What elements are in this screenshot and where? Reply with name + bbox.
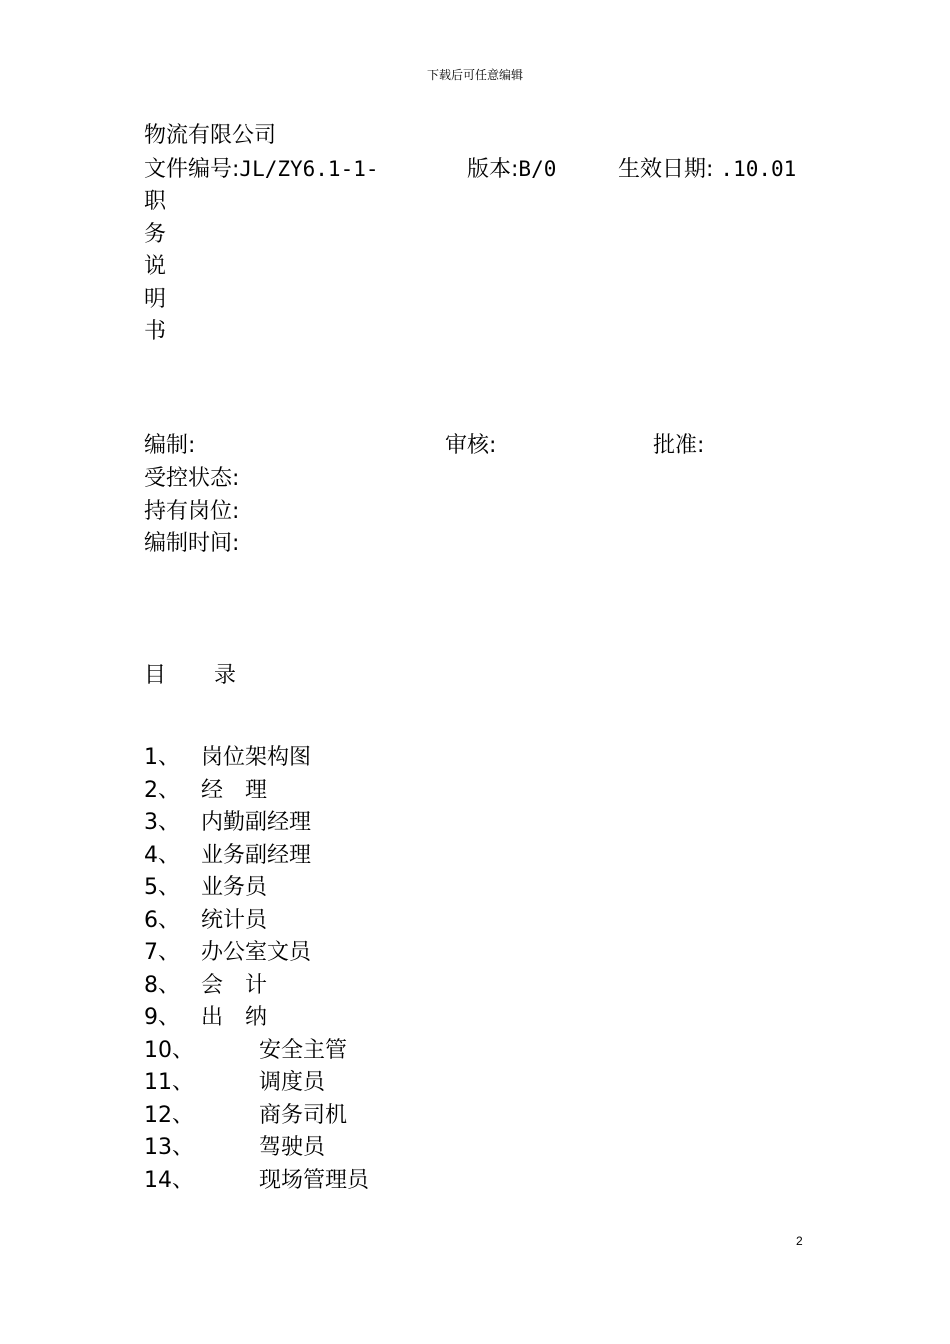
title-char: 职 bbox=[144, 189, 167, 214]
toc-item-text: 内勤副经理 bbox=[201, 810, 312, 835]
toc-item-text: 调度员 bbox=[259, 1070, 326, 1095]
toc-item-text: 会 计 bbox=[201, 973, 268, 998]
toc-item-text: 现场管理员 bbox=[259, 1168, 370, 1193]
toc-item bbox=[144, 905, 180, 937]
version bbox=[467, 153, 556, 186]
toc-item-text: 业务员 bbox=[201, 875, 268, 900]
toc-item-text: 经 理 bbox=[201, 778, 268, 803]
toc-item bbox=[144, 1165, 194, 1197]
toc-item bbox=[144, 1035, 194, 1067]
toc-item-num: 6、 bbox=[144, 908, 180, 933]
toc-title-char: 录 bbox=[214, 663, 237, 688]
toc-item-num: 5、 bbox=[144, 875, 180, 900]
toc-item-text: 商务司机 bbox=[259, 1103, 348, 1128]
edit-time-label: 编制时间: bbox=[144, 531, 240, 556]
toc-item-num: 9、 bbox=[144, 1005, 180, 1030]
title-char: 说 bbox=[144, 254, 167, 279]
title-char: 明 bbox=[144, 286, 167, 312]
toc-item-text: 统计员 bbox=[201, 908, 268, 933]
toc-item-text: 业务副经理 bbox=[201, 843, 312, 868]
toc-item-num: 8、 bbox=[144, 973, 180, 998]
reviewer-label: 审核: bbox=[445, 433, 497, 458]
toc-item-text: 驾驶员 bbox=[259, 1135, 326, 1160]
toc-item bbox=[144, 872, 180, 904]
toc-item-num: 4、 bbox=[144, 843, 180, 868]
toc-item-text: 出 纳 bbox=[201, 1005, 268, 1030]
toc-item-num: 10、 bbox=[144, 1038, 194, 1063]
toc-item bbox=[144, 1002, 180, 1034]
toc-item-text: 岗位架构图 bbox=[201, 745, 312, 770]
toc-item-num: 11、 bbox=[144, 1070, 194, 1095]
file-number bbox=[144, 153, 379, 186]
toc-item bbox=[144, 1067, 194, 1099]
toc-item bbox=[144, 937, 180, 969]
toc-item-num: 14、 bbox=[144, 1168, 194, 1193]
approver-label: 批准: bbox=[653, 433, 705, 458]
version-value: B/0 bbox=[518, 157, 557, 181]
company-name: 物流有限公司 bbox=[144, 123, 277, 148]
file-number-label: 文件编号: bbox=[144, 157, 240, 182]
document-title-vertical bbox=[144, 186, 166, 349]
effective-date bbox=[618, 153, 796, 186]
toc-item bbox=[144, 1132, 194, 1164]
effective-date-value: .10.01 bbox=[720, 157, 797, 181]
toc-item-num: 3、 bbox=[144, 810, 180, 835]
title-char: 书 bbox=[144, 319, 167, 344]
toc-item bbox=[144, 1100, 194, 1132]
toc-item-num: 2、 bbox=[144, 778, 180, 803]
toc-title-char: 目 bbox=[144, 663, 167, 688]
header-note: 下载后可任意编辑 bbox=[426, 68, 523, 82]
toc-item-num: 12、 bbox=[144, 1103, 194, 1128]
control-status-label: 受控状态: bbox=[144, 466, 240, 491]
page-number: 2 bbox=[796, 1234, 803, 1248]
toc-item-num: 1、 bbox=[144, 745, 180, 770]
effective-date-label: 生效日期: bbox=[618, 157, 714, 182]
toc-item bbox=[144, 840, 180, 872]
toc-item bbox=[144, 807, 180, 839]
toc-item-num: 7、 bbox=[144, 940, 180, 965]
editor-label: 编制: bbox=[144, 433, 196, 458]
toc-item bbox=[144, 970, 180, 1002]
file-number-value: JL/ZY6.1-1- bbox=[239, 157, 379, 181]
toc-item-num: 13、 bbox=[144, 1135, 194, 1160]
toc-item-text: 办公室文员 bbox=[201, 940, 312, 965]
toc-item-text: 安全主管 bbox=[259, 1038, 348, 1063]
title-char: 务 bbox=[144, 221, 167, 247]
toc-item bbox=[144, 775, 180, 807]
version-label: 版本: bbox=[467, 157, 519, 182]
holder-label: 持有岗位: bbox=[144, 499, 240, 524]
toc-title bbox=[144, 660, 236, 692]
toc-item bbox=[144, 742, 180, 774]
